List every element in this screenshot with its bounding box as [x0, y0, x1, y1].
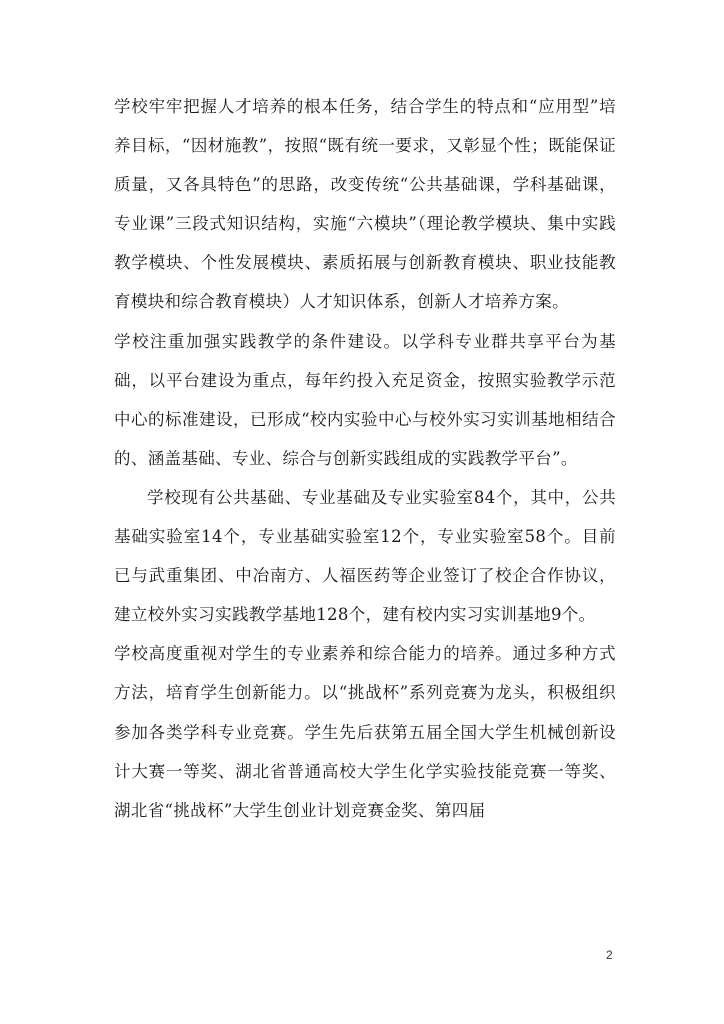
paragraph-laboratories: 学校现有公共基础、专业基础及专业实验室84个，其中，公共基础实验室14个，专业基础实验室12个，专业实验室58个。目前已与武重集团、中冶南方、人福医药等企业签订了校企合作协议，建立校外实习实践教学基地128个，建有校内实习实训基地9个。 [114, 487, 616, 625]
document-body [114, 87, 616, 830]
paragraph-practice-conditions: 学校注重加强实践教学的条件建设。以学科专业群共享平台为基础，以平台建设为重点，每年约投入充足资金，按照实验教学示范中心的标准建设，已形成“校内实验中心与校外实习实训基地相结合的、涵盖基础、专业、综合与创新实践组成的实践教学平台”。 [114, 331, 616, 468]
paragraph-competitions: 学校高度重视对学生的专业素养和综合能力的培养。通过多种方式方法，培育学生创新能力。以“挑战杯”系列竞赛为龙头，积极组织参加各类学科专业竞赛。学生先后获第五届全国大学生机械创新设计大赛一等奖、湖北省普通高校大学生化学实验技能竞赛一等奖、湖北省“挑战杯”大学生创业计划竞赛金奖、第四届 [114, 644, 616, 820]
paragraph-training-plan: 学校牢牢把握人才培养的根本任务，结合学生的特点和“应用型”培养目标，“因材施教”，按照“既有统一要求，又彰显个性；既能保证质量，又各具特色”的思路，改变传统“公共基础课，学科基础课，专业课”三段式知识结构，实施“六模块”（理论教学模块、集中实践教学模块、个性发展模块、素质拓展与创新教育模块、职业技能教育模块和综合教育模块）人才知识体系，创新人才培养方案。 [114, 97, 616, 312]
page-number: 2 [606, 948, 613, 962]
